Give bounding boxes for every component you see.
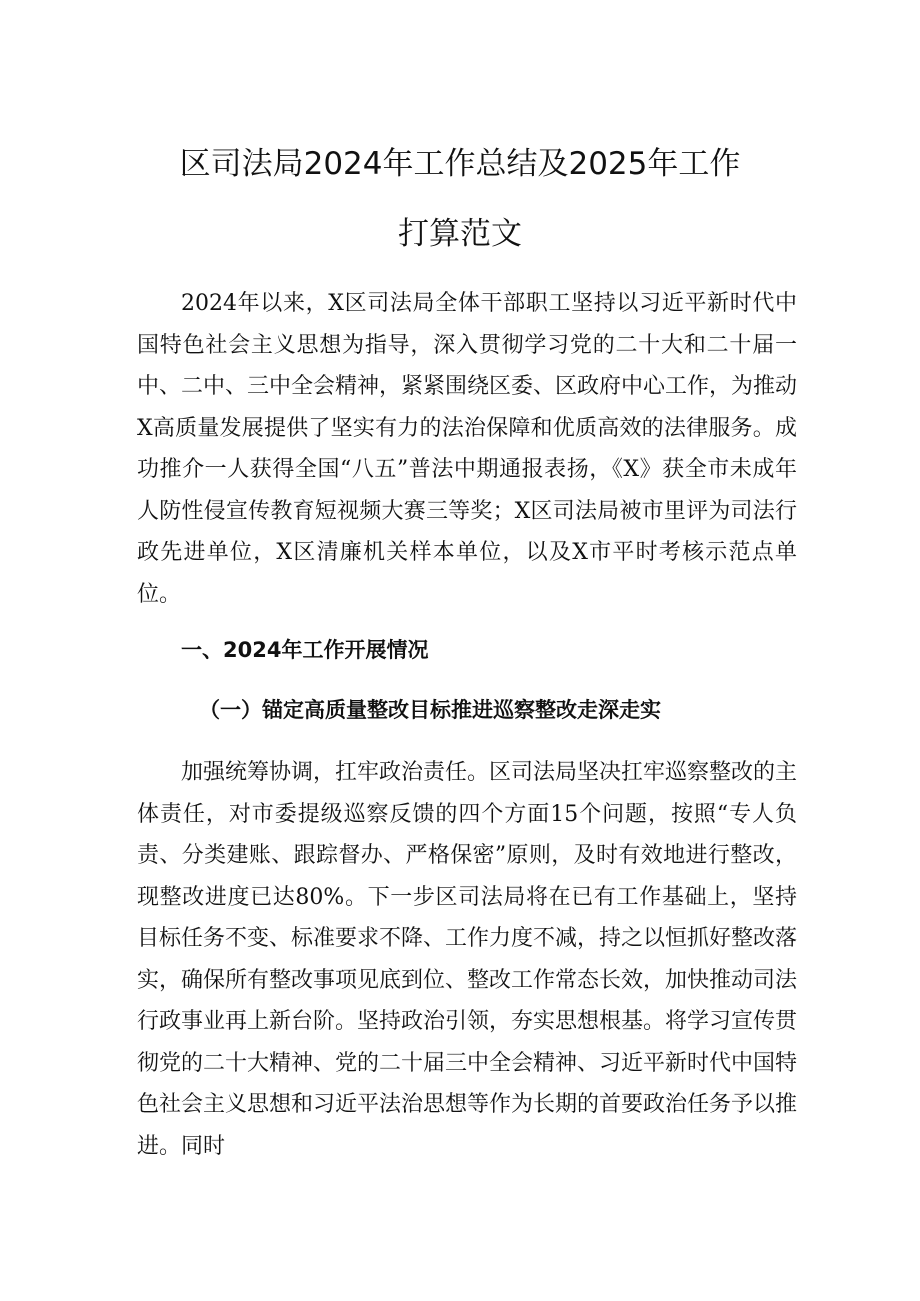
- intro-section: [137, 283, 797, 615]
- document-title-line2: 打算范文: [398, 216, 522, 252]
- subsection-section: [137, 752, 797, 1167]
- document-title-line1: 区司法局2024年工作总结及2025年工作: [179, 146, 741, 182]
- intro-paragraph: 2024年以来，X区司法局全体干部职工坚持以习近平新时代中国特色社会主义思想为指导，深入贯彻学习党的二十大和二十届一中、二中、三中全会精神，紧紧围绕区委、区政府中心工作，为推动X高质量发展提供了坚实有力的法治保障和优质高效的法律服务。成功推介一人获得全国“八五”普法中期通报表扬，《X》获全市未成年人防性侵宣传教育短视频大赛三等奖；X区司法局被市里评为司法行政先进单位，X区清廉机关样本单位，以及X市平时考核示范点单位。: [137, 291, 798, 607]
- section-heading: 一、2024年工作开展情况: [181, 638, 429, 662]
- subsection-paragraph: 加强统筹协调，扛牢政治责任。区司法局坚决扛牢巡察整改的主体责任，对市委提级巡察反馈的四个方面15个问题，按照“专人负责、分类建账、跟踪督办、严格保密”原则，及时有效地进行整改，现整改进度已达80%。下一步区司法局将在已有工作基础上，坚持目标任务不变、标准要求不降、工作力度不减，持之以恒抓好整改落实，确保所有整改事项见底到位、整改工作常态长效，加快推动司法行政事业再上新台阶。坚持政治引领，夯实思想根基。将学习宣传贯彻党的二十大精神、党的二十届三中全会精神、习近平新时代中国特色社会主义思想和习近平法治思想等作为长期的首要政治任务予以推进。同时: [137, 760, 798, 1159]
- subsection-heading: （一）锚定高质量整改目标推进巡察整改走深走实: [199, 698, 661, 722]
